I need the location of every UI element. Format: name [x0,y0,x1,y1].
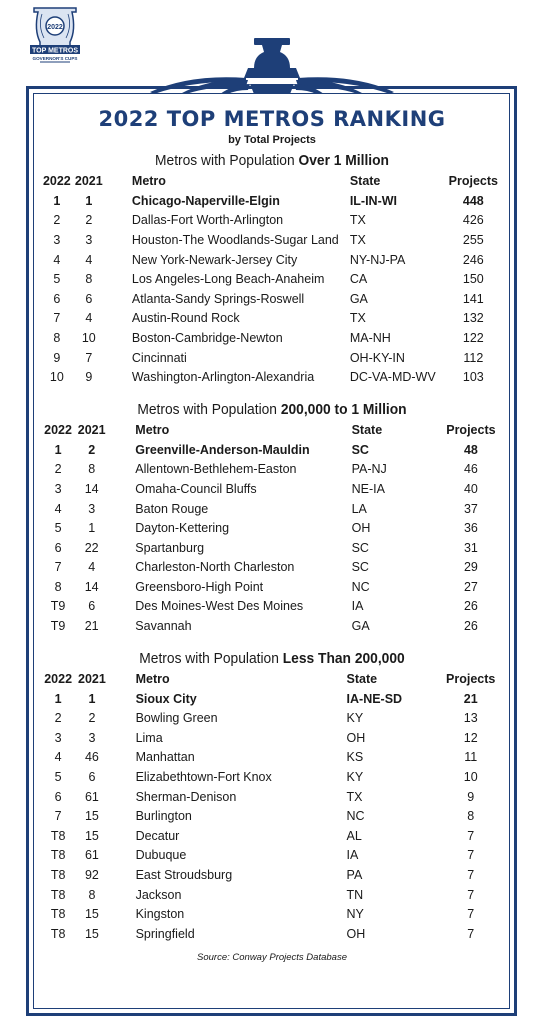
rank-2022: 9 [53,350,61,365]
project-count: 7 [467,828,475,843]
rank-2022: 7 [54,809,62,824]
section-title-prefix: Metros with Population [137,400,281,418]
rank-2022: T9 [50,599,66,614]
metro-name: Boston-Cambridge-Newton [131,330,283,345]
rank-2021: 7 [85,350,93,365]
metro-name: Lima [135,730,163,745]
ranking-table [40,171,504,387]
section-title-emphasis: 200,000 to 1 Million [280,400,407,418]
rank-2022: 5 [53,272,61,287]
section-title [59,649,486,669]
project-count: 36 [463,521,478,536]
rank-2021: 22 [84,540,99,555]
table-row [40,787,504,807]
project-count: 26 [463,619,478,634]
rank-2022: T8 [50,848,66,863]
column-header-metro-state: State [346,671,378,686]
section-title-emphasis: Less Than 200,000 [282,649,405,667]
metro-state: TX [349,232,366,247]
rank-2021: 1 [85,193,93,208]
project-count: 7 [467,907,475,922]
rank-2021: 15 [84,926,99,941]
section-title [59,151,486,171]
rank-2022: 8 [53,330,61,345]
ranking-table [40,669,504,944]
metro-state: SC [351,442,369,457]
column-header-metro-state: State [351,422,383,437]
table-row [40,499,504,519]
table-header-row [40,420,504,440]
project-count: 10 [463,770,478,785]
rank-2021: 3 [85,232,93,247]
metro-name: Allentown-Bethlehem-Easton [135,462,297,477]
ranking-section-2 [40,400,504,636]
metro-name: Dayton-Kettering [135,521,230,536]
table-row [40,538,504,558]
rank-2021: 3 [88,501,96,516]
metro-state: NC [346,809,365,824]
page-subtitle: by Total Projects [228,134,316,146]
rank-2022: 1 [54,691,62,706]
project-count: 46 [463,462,478,477]
metro-state: IA-NE-SD [346,691,403,706]
svg-text:2022: 2022 [47,24,63,31]
metro-name: Chicago-Naperville-Elgin [131,193,280,208]
metro-state: GA [351,619,370,634]
metro-name: Des Moines-West Des Moines [135,599,304,614]
table-row [40,924,504,944]
rank-2022: T8 [50,907,66,922]
metro-state: KY [346,770,364,785]
rank-2021: 92 [84,868,99,883]
metro-state: TN [346,887,364,902]
metro-name: Greensboro-High Point [135,579,264,594]
table-row [40,748,504,768]
table-row [40,728,504,748]
rank-2022: 3 [54,481,62,496]
table-row [40,767,504,787]
rank-2021: 8 [85,272,93,287]
rank-2022: T8 [50,828,66,843]
table-row [40,460,504,480]
rank-2021: 4 [85,311,93,326]
rank-2021: 4 [85,252,93,267]
metro-name: Burlington [135,809,192,824]
table-row [40,269,504,289]
metro-state: PA [346,868,363,883]
project-count: 9 [467,789,475,804]
metro-state: OH [346,926,366,941]
rank-2022: 4 [54,501,62,516]
metro-name: Spartanburg [135,540,205,555]
metro-state: OH [351,521,371,536]
metro-name: Cincinnati [131,350,187,365]
rank-2021: 61 [84,848,99,863]
page-title: 2022 TOP METROS RANKING [98,107,446,131]
project-count: 8 [467,809,475,824]
rank-2021: 10 [81,330,96,345]
table-row [40,250,504,270]
metro-state: TX [349,311,366,326]
table-row [40,440,504,460]
project-count: 150 [462,272,484,287]
crown-ornament [150,34,394,94]
column-header-rank-2021: 2021 [78,671,106,686]
metro-name: Dallas-Fort Worth-Arlington [131,213,284,228]
rank-2022: 2 [54,711,62,726]
project-count: 141 [462,291,484,306]
table-row [40,885,504,905]
metro-state: TX [349,213,366,228]
column-header-metro-name: Metro [135,422,170,437]
ranking-table [40,420,504,636]
metro-state: OH [346,730,366,745]
metro-name: Sherman-Denison [135,789,237,804]
table-row [40,328,504,348]
metro-state: IA [351,599,364,614]
metro-name: Greenville-Anderson-Mauldin [135,442,310,457]
metro-state: NC [351,579,370,594]
project-count: 31 [463,540,478,555]
project-count: 122 [462,330,484,345]
rank-2022: 2 [53,213,61,228]
rank-2021: 1 [88,521,96,536]
project-count: 40 [463,481,478,496]
rank-2021: 15 [84,907,99,922]
project-count: 7 [467,868,475,883]
rank-2021: 15 [84,828,99,843]
table-row [40,518,504,538]
rank-2021: 2 [88,711,96,726]
table-row [40,616,504,636]
section-title-prefix: Metros with Population [155,152,299,169]
source-note: Source: Conway Projects Database [197,951,347,963]
metro-name: Savannah [135,619,192,634]
table-row [40,865,504,885]
metro-name: Sioux City [135,691,197,706]
metro-name: Manhattan [135,750,195,765]
project-count: 426 [462,213,484,228]
project-count: 103 [462,370,484,385]
column-header-rank-2021: 2021 [77,422,106,437]
rank-2021: 9 [85,370,93,385]
rank-2021: 46 [84,750,99,765]
section-title-emphasis: Over 1 Million [298,152,389,169]
rank-2022: T8 [50,868,66,883]
metro-state: NY [346,907,364,922]
column-header-rank-2022: 2022 [44,671,73,686]
metro-name: Jackson [135,887,182,902]
metro-state: MA-NH [349,330,391,345]
project-count: 26 [463,599,478,614]
rank-2022: 3 [53,232,61,247]
metro-state: NE-IA [351,481,385,496]
column-header-rank-2022: 2022 [42,174,71,188]
project-count: 29 [463,560,478,575]
metro-name: Austin-Round Rock [131,311,240,326]
metro-state: CA [349,272,368,287]
metro-name: Charleston-North Charleston [135,560,295,575]
table-row [40,708,504,728]
metro-state: OH-KY-IN [349,350,405,365]
table-row [40,309,504,329]
svg-text:GOVERNOR'S CUPS: GOVERNOR'S CUPS [32,56,78,61]
rank-2022: 7 [53,311,61,326]
column-header-project-count: Projects [448,174,499,188]
rank-2021: 8 [88,462,96,477]
metro-state: TX [346,789,363,804]
rank-2021: 21 [84,619,99,634]
rank-2021: 61 [84,789,99,804]
metro-state: KY [346,711,364,726]
rank-2021: 3 [88,730,96,745]
section-title [59,400,486,420]
table-row [40,211,504,231]
metro-state: IL-IN-WI [349,193,398,208]
column-header-rank-2022: 2022 [44,422,72,437]
metro-state: PA-NJ [351,462,387,477]
rank-2022: 5 [54,770,62,785]
metro-name: Springfield [135,926,195,941]
project-count: 132 [462,311,484,326]
metro-state: SC [351,540,369,555]
rank-2022: 5 [54,521,62,536]
metro-name: Omaha-Council Bluffs [135,481,257,496]
table-row [40,904,504,924]
table-row [40,230,504,250]
metro-name: Elizabethtown-Fort Knox [135,770,272,785]
metro-name: Los Angeles-Long Beach-Anaheim [131,272,325,287]
rank-2022: T9 [50,619,66,634]
project-count: 255 [462,232,484,247]
metro-state: GA [349,291,368,306]
project-count: 37 [463,501,478,516]
metro-name: Atlanta-Sandy Springs-Roswell [131,291,305,306]
rank-2022: 7 [54,560,62,575]
metro-name: New York-Newark-Jersey City [131,252,298,267]
metro-state: KS [346,750,364,765]
ranking-section-3 [40,649,504,944]
rank-2021: 14 [84,579,99,594]
project-count: 7 [467,887,475,902]
table-row [40,577,504,597]
table-row [40,191,504,211]
table-row [40,826,504,846]
column-header-project-count: Projects [446,671,496,686]
metro-name: East Stroudsburg [135,868,233,883]
project-count: 12 [463,730,478,745]
project-count: 48 [463,442,478,457]
rank-2021: 2 [85,213,93,228]
rank-2022: 4 [54,750,62,765]
project-count: 21 [463,691,478,706]
table-row [40,806,504,826]
table-row [40,689,504,709]
rank-2021: 6 [88,599,96,614]
rank-2022: T8 [50,926,66,941]
metro-state: SC [351,560,369,575]
metro-name: Dubuque [135,848,187,863]
project-count: 27 [463,579,478,594]
table-header-row [40,171,504,191]
project-count: 246 [462,252,484,267]
rank-2021: 1 [88,691,96,706]
rank-2022: 1 [54,442,62,457]
rank-2022: 1 [53,193,61,208]
column-header-metro-name: Metro [131,174,166,188]
table-row [40,597,504,617]
column-header-project-count: Projects [446,422,496,437]
rank-2022: 10 [49,370,64,385]
column-header-rank-2021: 2021 [74,174,103,188]
metro-name: Decatur [135,828,180,843]
project-count: 13 [463,711,478,726]
rank-2022: 6 [53,291,61,306]
rank-2021: 6 [85,291,93,306]
rank-2021: 6 [88,770,96,785]
ranking-section-1 [40,151,504,387]
metro-state: AL [346,828,362,843]
table-row [40,479,504,499]
rank-2021: 4 [88,560,96,575]
metro-state: NY-NJ-PA [349,252,406,267]
table-row [40,558,504,578]
rank-2022: T8 [50,887,66,902]
metro-name: Washington-Arlington-Alexandria [131,370,315,385]
rank-2021: 15 [84,809,99,824]
table-row [40,846,504,866]
rank-2022: 3 [54,730,62,745]
project-count: 448 [462,193,484,208]
rank-2022: 2 [54,462,62,477]
metro-state: IA [346,848,359,863]
project-count: 11 [464,750,478,765]
metro-name: Baton Rouge [135,501,209,516]
table-row [40,289,504,309]
top-metros-governors-cups-logo [26,2,84,66]
table-row [40,348,504,368]
rank-2022: 6 [54,540,62,555]
ranking-content [40,100,504,963]
svg-text:TOP METROS: TOP METROS [31,47,79,55]
rank-2021: 14 [84,481,99,496]
column-header-metro-name: Metro [135,671,170,686]
project-count: 7 [467,848,475,863]
metro-state: DC-VA-MD-WV [349,370,436,385]
project-count: 7 [467,926,475,941]
table-header-row [40,669,504,689]
rank-2022: 4 [53,252,61,267]
project-count: 112 [463,350,484,365]
section-title-prefix: Metros with Population [139,649,283,667]
rank-2022: 6 [54,789,62,804]
metro-state: LA [351,501,367,516]
column-header-metro-state: State [349,174,381,188]
rank-2021: 2 [88,442,96,457]
metro-name: Bowling Green [135,711,218,726]
rank-2021: 8 [88,887,96,902]
rank-2022: 8 [54,579,62,594]
metro-name: Kingston [135,907,185,922]
metro-name: Houston-The Woodlands-Sugar Land [131,232,339,247]
table-row [40,367,504,387]
